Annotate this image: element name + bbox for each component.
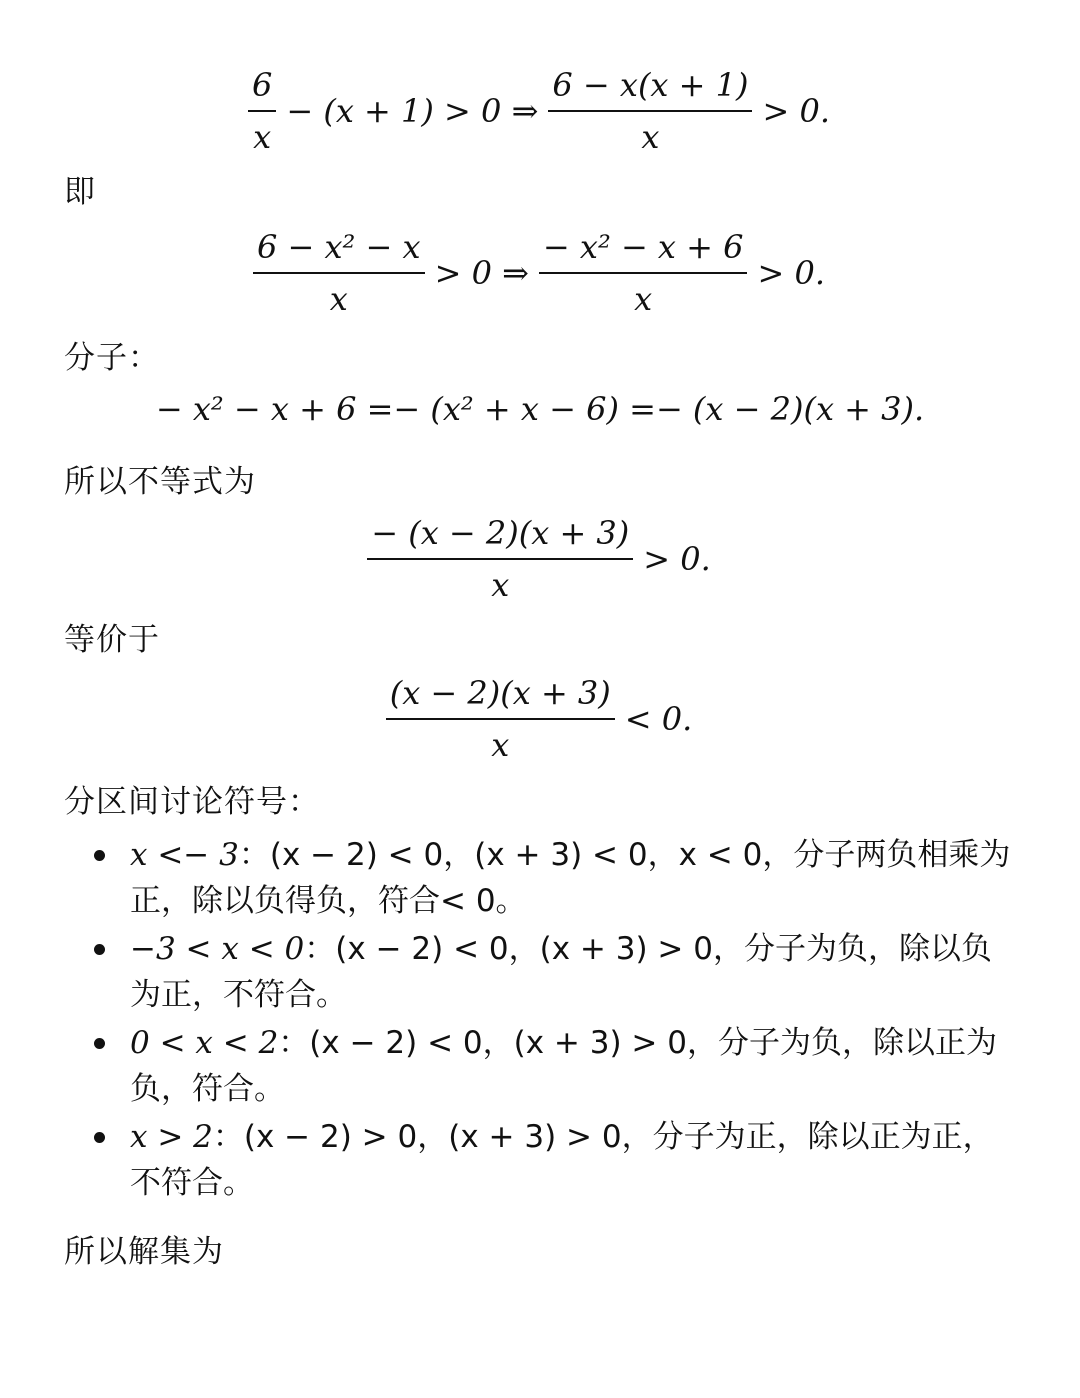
bullet-icon: [94, 944, 105, 955]
text-solution-set: 所以解集为: [64, 1234, 224, 1270]
numerator: − x² − x + 6: [539, 228, 748, 274]
fraction-rhs: [539, 228, 748, 318]
text-numerator-label: 分子：: [64, 340, 160, 376]
numerator: 6 − x² − x: [253, 228, 425, 274]
denominator: x: [634, 280, 653, 318]
text-inequality-is: 所以不等式为: [64, 464, 256, 500]
equation-segment: < 0.: [624, 700, 693, 738]
equation-segment: > 0.: [643, 540, 711, 578]
numerator: 6: [248, 66, 276, 112]
interval-analysis: ：(x − 2) < 0，(x + 3) > 0，分子为负，除以正为负，符合。: [130, 1025, 997, 1107]
list-item: [92, 832, 1022, 924]
equation-segment: > 0 ⇒: [434, 254, 529, 292]
denominator: x: [491, 566, 510, 604]
denominator: x: [491, 726, 510, 764]
interval-condition: −3 < x < 0: [130, 931, 305, 967]
list-item: [92, 926, 1022, 1018]
denominator: x: [329, 280, 348, 318]
fraction-lhs: [248, 66, 276, 156]
fraction: [367, 514, 633, 604]
equation-4: [0, 514, 1080, 604]
fraction-lhs: [253, 228, 425, 318]
numerator: 6 − x(x + 1): [548, 66, 752, 112]
equation-segment: > 0.: [757, 254, 825, 292]
equation-2: [0, 228, 1080, 318]
numerator: − (x − 2)(x + 3): [367, 514, 633, 560]
interval-condition: 0 < x < 2: [130, 1025, 279, 1061]
equation-1: [0, 66, 1080, 156]
list-item: [92, 1114, 1022, 1206]
bullet-list: [92, 832, 1022, 1208]
equation-segment: − (x + 1) > 0 ⇒: [286, 92, 539, 130]
text-equivalent-to: 等价于: [64, 622, 160, 658]
equation-3: [0, 390, 1080, 428]
denominator: x: [641, 118, 660, 156]
bullet-icon: [94, 1038, 105, 1049]
equation-5: [0, 674, 1080, 764]
equation-segment: > 0.: [762, 92, 830, 130]
fraction: [386, 674, 615, 764]
denominator: x: [253, 118, 272, 156]
text-ji: 即: [64, 174, 96, 210]
bullet-icon: [94, 1132, 105, 1143]
fraction-rhs: [548, 66, 752, 156]
bullet-icon: [94, 850, 105, 861]
factorization-line: − x² − x + 6 =− (x² + x − 6) =− (x − 2)(x + 3).: [155, 390, 925, 428]
list-item: [92, 1020, 1022, 1112]
interval-analysis: ：(x − 2) > 0，(x + 3) > 0，分子为正，除以正为正，不符合。: [130, 1119, 994, 1201]
numerator: (x − 2)(x + 3): [386, 674, 615, 720]
interval-analysis: ：(x − 2) < 0，(x + 3) < 0，x < 0，分子两负相乘为正，除以负得负，符合< 0。: [130, 837, 1011, 919]
text-interval-discussion: 分区间讨论符号：: [64, 784, 320, 820]
interval-condition: x > 2: [130, 1119, 213, 1155]
interval-condition: x <− 3: [130, 837, 239, 873]
interval-analysis: ：(x − 2) < 0，(x + 3) > 0，分子为负，除以负为正，不符合。: [130, 931, 992, 1013]
